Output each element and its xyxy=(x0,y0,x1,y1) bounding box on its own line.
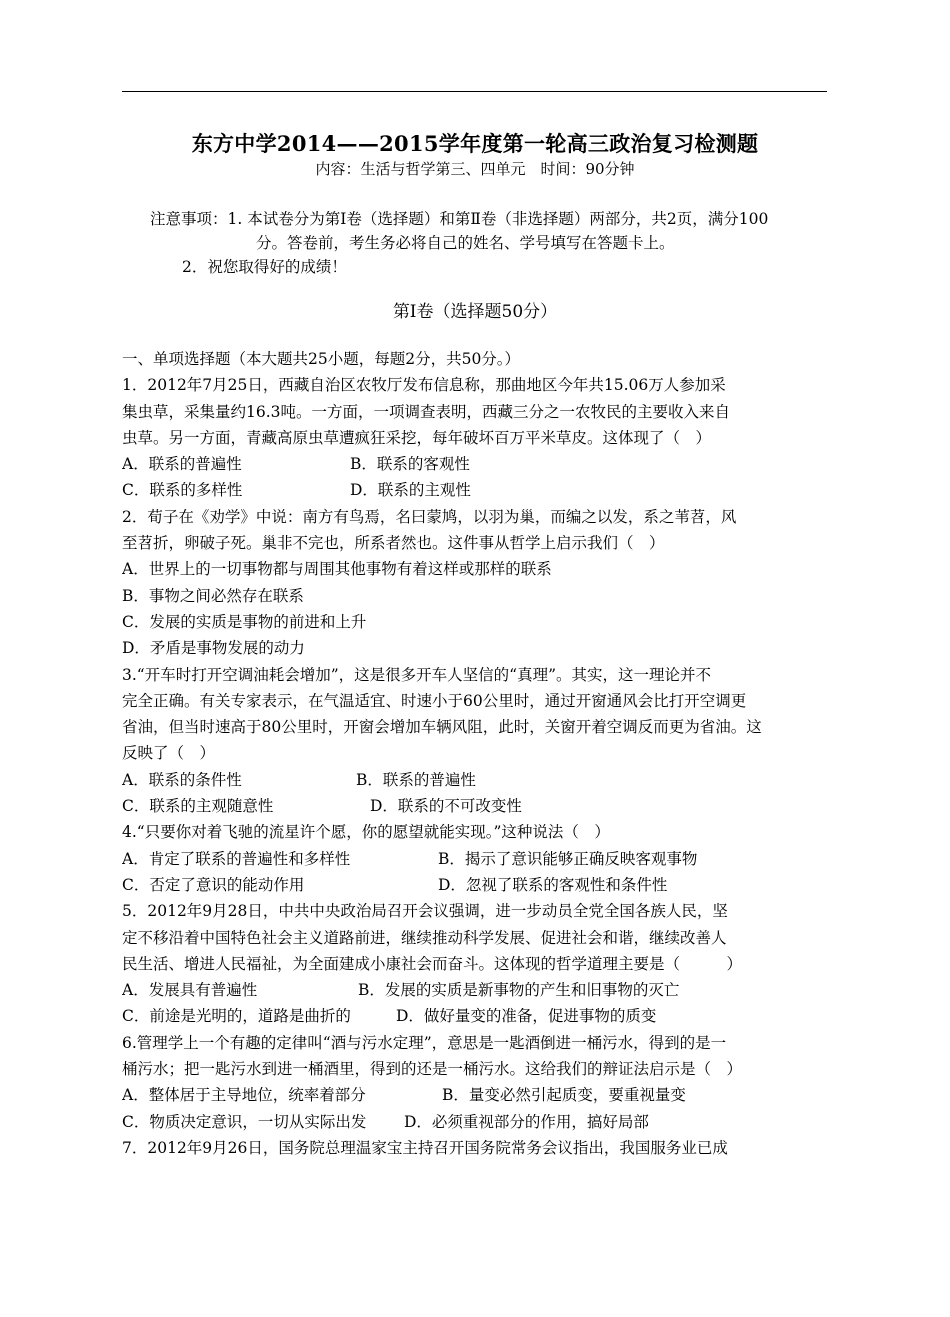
question-3-stem-4: 反映了（ ） xyxy=(122,744,216,763)
question-3-option-b: B．联系的普遍性 xyxy=(356,770,476,789)
question-5-stem-1: 5．2012年9月28日，中共中央政治局召开会议强调，进一步动员全党全国各族人民，坚 xyxy=(122,902,728,921)
question-2-option-c: C．发展的实质是事物的前进和上升 xyxy=(122,612,367,631)
page-title: 东方中学2014——2015学年度第一轮高三政治复习检测题 xyxy=(191,131,759,156)
question-3-option-a: A．联系的条件性 xyxy=(122,770,242,789)
notice-line-1: 注意事项：1. 本试卷分为第Ⅰ卷（选择题）和第Ⅱ卷（非选择题）两部分，共2页，满分100 xyxy=(150,210,769,228)
question-2-option-a: A．世界上的一切事物都与周围其他事物有着这样或那样的联系 xyxy=(122,560,552,579)
question-1-option-b: B．联系的客观性 xyxy=(350,455,470,474)
question-1-option-c: C．联系的多样性 xyxy=(122,481,243,500)
question-3-options-row-2 xyxy=(122,793,830,819)
question-3-stem-1: 3.“开车时打开空调油耗会增加”，这是很多开车人坚信的“真理”。其实，这一理论并不 xyxy=(122,665,711,684)
question-5-options-row-2 xyxy=(122,1003,830,1029)
section-title: 第Ⅰ卷（选择题50分） xyxy=(392,302,558,322)
question-1-stem-1: 1．2012年7月25日，西藏自治区农牧厅发布信息称，那曲地区今年共15.06万人参加采 xyxy=(122,376,726,395)
question-3-option-d: D．联系的不可改变性 xyxy=(370,797,522,816)
question-4-option-d: D．忽视了联系的客观性和条件性 xyxy=(438,875,668,894)
question-1-option-d: D．联系的主观性 xyxy=(350,481,471,500)
question-4-stem-1: 4.“只要你对着飞驰的流星许个愿，你的愿望就能实现。”这种说法（ ） xyxy=(122,823,610,842)
question-3-stem-3: 省油，但当时速高于80公里时，开窗会增加车辆风阻，此时，关窗开着空调反而更为省油。这 xyxy=(122,718,762,737)
question-6-option-b: B．量变必然引起质变，要重视量变 xyxy=(442,1086,686,1105)
question-5-options-row-1 xyxy=(122,977,830,1003)
question-6-option-d: D．必须重视部分的作用，搞好局部 xyxy=(404,1112,649,1131)
question-5-option-b: B．发展的实质是新事物的产生和旧事物的灭亡 xyxy=(358,981,680,1000)
question-6-options-row-2 xyxy=(122,1109,830,1135)
question-1-option-a: A．联系的普遍性 xyxy=(122,455,242,474)
question-5-option-c: C．前途是光明的，道路是曲折的 xyxy=(122,1007,351,1026)
question-5-stem-2: 定不移沿着中国特色社会主义道路前进，继续推动科学发展、促进社会和谐，继续改善人 xyxy=(122,928,727,947)
question-5-option-d: D．做好量变的准备，促进事物的质变 xyxy=(396,1007,657,1026)
question-2-stem-1: 2．荀子在《劝学》中说：南方有鸟焉，名曰蒙鸠，以羽为巢，而编之以发，系之苇苕，风 xyxy=(122,507,737,526)
question-6-option-c: C．物质决定意识，一切从实际出发 xyxy=(122,1112,367,1131)
question-2-option-b: B．事物之间必然存在联系 xyxy=(122,586,304,605)
question-1-stem-3: 虫草。另一方面，青藏高原虫草遭疯狂采挖，每年破坏百万平米草皮。这体现了（ ） xyxy=(122,428,712,447)
header-rule xyxy=(122,91,827,92)
question-3-stem-2: 完全正确。有关专家表示，在气温适宜、时速小于60公里时，通过开窗通风会比打开空调更 xyxy=(122,691,747,710)
question-3-options-row-1 xyxy=(122,767,830,793)
question-1-options-row-1 xyxy=(122,451,830,477)
question-5-option-a: A．发展具有普遍性 xyxy=(122,981,258,1000)
question-1-stem-2: 集虫草，采集量约16.3吨。一方面，一项调查表明，西藏三分之一农牧民的主要收入来自 xyxy=(122,402,731,421)
question-4-option-b: B．揭示了意识能够正确反映客观事物 xyxy=(438,849,698,868)
question-6-options-row-1 xyxy=(122,1082,830,1108)
question-2-option-d: D．矛盾是事物发展的动力 xyxy=(122,639,305,658)
question-body xyxy=(122,346,830,1161)
question-4-option-a: A．肯定了联系的普遍性和多样性 xyxy=(122,849,351,868)
question-6-stem-1: 6.管理学上一个有趣的定律叫“酒与污水定理”，意思是一匙酒倒进一桶污水，得到的是一 xyxy=(122,1033,727,1052)
question-4-options-row-2 xyxy=(122,872,830,898)
notice-block xyxy=(150,207,840,279)
page-subtitle: 内容：生活与哲学第三、四单元 时间：90分钟 xyxy=(315,160,635,178)
question-3-option-c: C．联系的主观随意性 xyxy=(122,797,274,816)
question-6-stem-2: 桶污水；把一匙污水到进一桶酒里，得到的还是一桶污水。这给我们的辩证法启示是（ ） xyxy=(122,1060,743,1079)
question-5-stem-3: 民生活、增进人民福祉，为全面建成小康社会而奋斗。这体现的哲学道理主要是（ ） xyxy=(122,954,743,973)
question-6-option-a: A．整体居于主导地位，统率着部分 xyxy=(122,1086,366,1105)
question-4-options-row-1 xyxy=(122,846,830,872)
question-1-options-row-2 xyxy=(122,477,830,503)
notice-line-2: 分。答卷前，考生务必将自己的姓名、学号填写在答题卡上。 xyxy=(256,234,675,252)
part-heading: 一、单项选择题（本大题共25小题，每题2分，共50分。） xyxy=(122,350,521,368)
question-2-stem-2: 至苕折，卵破子死。巢非不完也，所系者然也。这件事从哲学上启示我们（ ） xyxy=(122,534,665,553)
question-4-option-c: C．否定了意识的能动作用 xyxy=(122,875,305,894)
notice-line-3: 2．祝您取得好的成绩！ xyxy=(182,258,347,276)
question-7-stem-1: 7．2012年9月26日，国务院总理温家宝主持召开国务院常务会议指出，我国服务业已成 xyxy=(122,1138,728,1157)
